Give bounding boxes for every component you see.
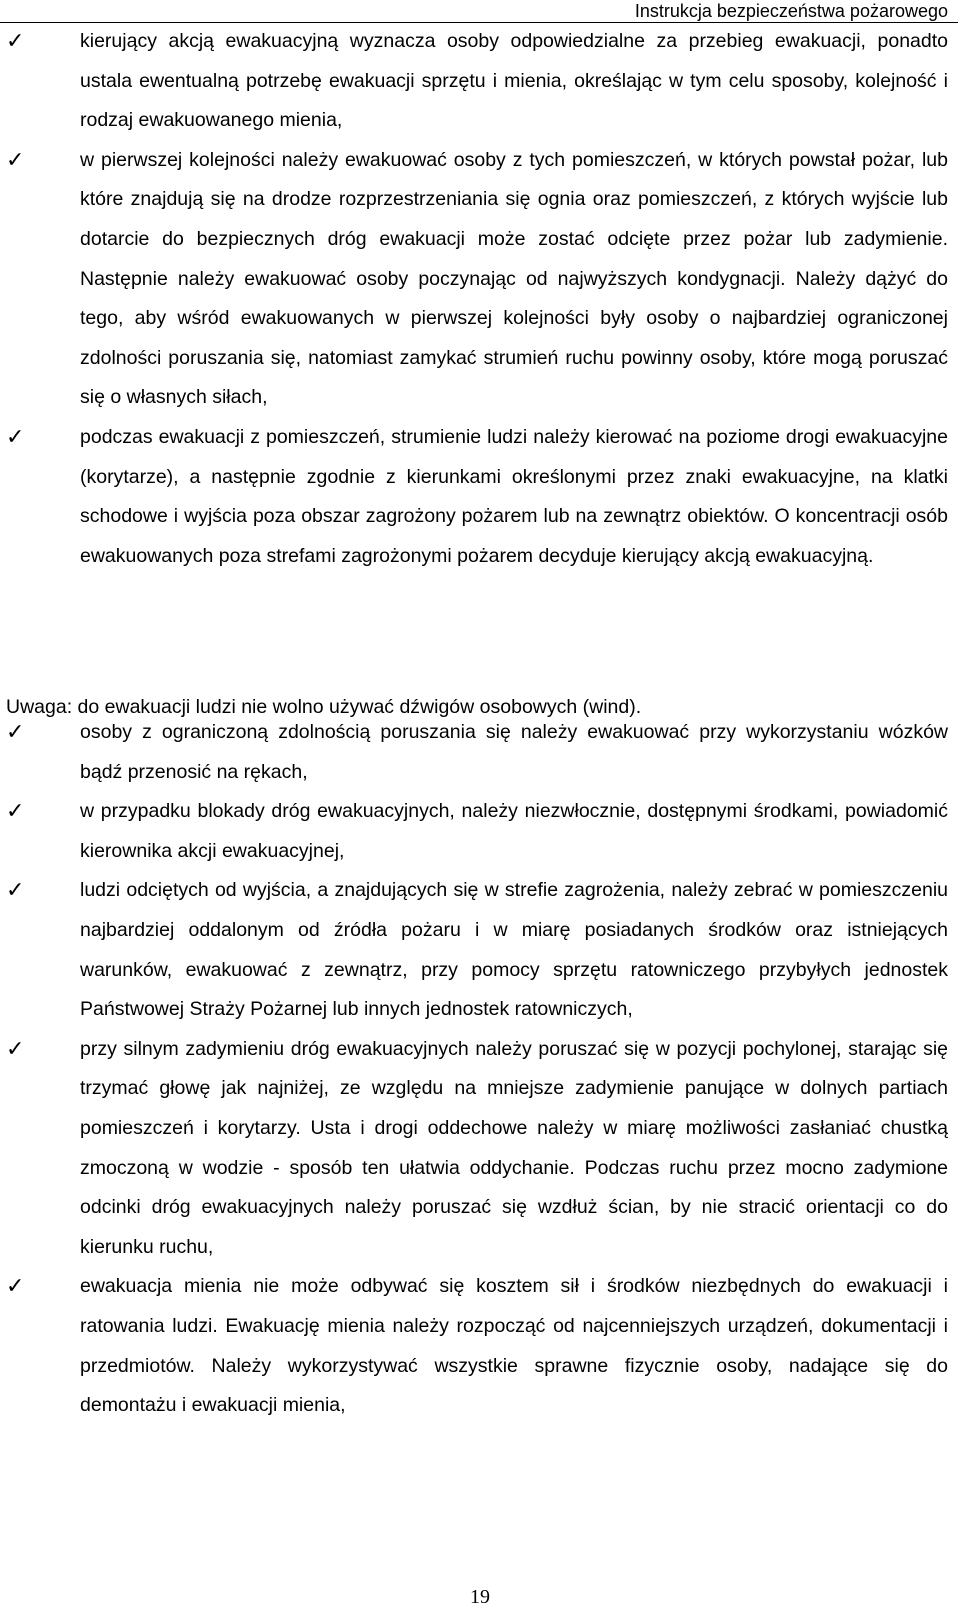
evacuation-procedures-list (0, 713, 960, 1426)
checkmark-icon: ✓ (6, 1274, 25, 1300)
checkmark-icon: ✓ (6, 799, 25, 825)
list-item (0, 871, 960, 1029)
list-item-text: przy silnym zadymieniu dróg ewakuacyjnych należy poruszać się w pozycji pochylonej, starając się trzymać głowę jak najniżej, ze względu na mniejsze zadymienie panujące w dolnych partiach pomieszczeń i korytarzy. Usta i drogi oddechowe należy w miarę możliwości zasłaniać chustką zmoczoną w wodzie - sposób ten ułatwia oddychanie. Podczas ruchu przez mocno zadymione odcinki dróg ewakuacyjnych należy poruszać się wzdłuż ścian, by nie stracić orientacji co do kierunku ruchu, (80, 1037, 948, 1258)
list-item (0, 792, 960, 871)
list-item (0, 22, 960, 141)
list-item-text: w przypadku blokady dróg ewakuacyjnych, należy niezwłocznie, dostępnymi środkami, powiadomić kierownika akcji ewakuacyjnej, (80, 800, 948, 862)
list-item-text: osoby z ograniczoną zdolnością poruszania się należy ewakuować przy wykorzystaniu wózków bądź przenosić na rękach, (80, 721, 948, 783)
page-header (0, 0, 958, 23)
warning-note: Uwaga: do ewakuacji ludzi nie wolno używać dźwigów osobowych (wind). (6, 696, 642, 718)
list-item (0, 713, 960, 792)
list-item-text: w pierwszej kolejności należy ewakuować osoby z tych pomieszczeń, w których powstał pożar, lub które znajdują się na drodze rozprzestrzeniania się ognia oraz pomieszczeń, z których wyjście lub dotarcie do bezpiecznych dróg ewakuacji może zostać odcięte przez pożar lub zadymienie. Następnie należy ewakuować osoby poczynając od najwyższych kondygnacji. Należy dążyć do tego, aby wśród ewakuowanych w pierwszej kolejności były osoby o najbardziej ograniczonej zdolności poruszania się, natomiast zamykać strumień ruchu powinny osoby, które mogą poruszać się o własnych siłach, (80, 148, 948, 409)
header-title: Instrukcja bezpieczeństwa pożarowego (634, 1, 948, 21)
list-item (0, 141, 960, 418)
list-item-text: ewakuacja mienia nie może odbywać się kosztem sił i środków niezbędnych do ewakuacji i ratowania ludzi. Ewakuację mienia należy rozpocząć od najcenniejszych urządzeń, dokumentacji i przedmiotów. Należy wykorzystywać wszystkie sprawne fizycznie osoby, nadające się do demontażu i ewakuacji mienia, (80, 1275, 948, 1417)
checkmark-icon: ✓ (6, 878, 25, 904)
checkmark-icon: ✓ (6, 424, 25, 450)
list-item (0, 1030, 960, 1268)
list-item-text: podczas ewakuacji z pomieszczeń, strumienie ludzi należy kierować na poziome drogi ewakuacyjne (korytarze), a następnie zgodnie z kierunkami określonymi przez znaki ewakuacyjne, na klatki schodowe i wyjścia poza obszar zagrożony pożarem lub na zewnątrz obiektów. O koncentracji osób ewakuowanych poza strefami zagrożonymi pożarem decyduje kierujący akcją ewakuacyjną. (80, 425, 948, 567)
list-item-text: kierujący akcją ewakuacyjną wyznacza osoby odpowiedzialne za przebieg ewakuacji, ponadto ustala ewentualną potrzebę ewakuacji sprzętu i mienia, określając w tym celu sposoby, kolejność i rodzaj ewakuowanego mienia, (80, 30, 948, 132)
page-number: 19 (470, 1586, 490, 1608)
list-item (0, 418, 960, 576)
checkmark-icon: ✓ (6, 720, 25, 745)
evacuation-rules-list (0, 22, 960, 576)
checkmark-icon: ✓ (6, 29, 25, 54)
list-item-text: ludzi odciętych od wyjścia, a znajdujących się w strefie zagrożenia, należy zebrać w pomieszczeniu najbardziej oddalonym od źródła pożaru i w miarę posiadanych środków oraz istniejących warunków, ewakuować z zewnątrz, przy pomocy sprzętu ratowniczego przybyłych jednostek Państwowej Straży Pożarnej lub innych jednostek ratowniczych, (80, 879, 948, 1021)
checkmark-icon: ✓ (6, 1036, 25, 1062)
checkmark-icon: ✓ (6, 147, 25, 173)
list-item (0, 1267, 960, 1425)
